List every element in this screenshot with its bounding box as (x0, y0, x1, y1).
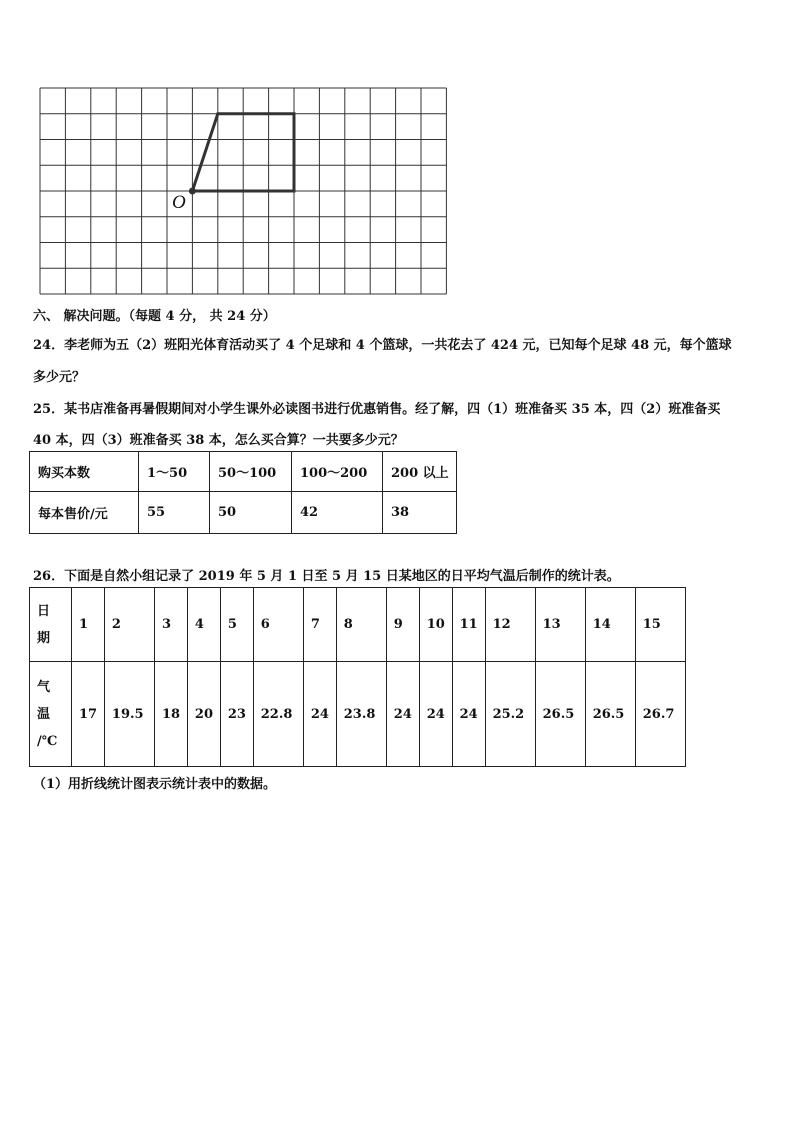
header-char: /℃ (37, 733, 58, 749)
table-cell (30, 588, 72, 662)
table-cell: 1～50 (139, 452, 210, 492)
day-cell: 7 (303, 588, 336, 662)
day-cell: 15 (635, 588, 685, 662)
day-cell: 10 (419, 588, 452, 662)
table-cell (30, 662, 72, 767)
temp-cell: 18 (154, 662, 187, 767)
section-title: 六、 解决问题。（每题 4 分， 共 24 分） (33, 309, 276, 324)
q25-line2: 40 本，四（3）班准备买 38 本，怎么买合算？一共要多少元？ (33, 433, 404, 448)
day-cell: 5 (220, 588, 253, 662)
table-cell: 50 (210, 492, 292, 534)
temp-cell: 26.7 (635, 662, 685, 767)
table-row (30, 492, 457, 534)
day-cell: 8 (336, 588, 386, 662)
price-table (29, 451, 457, 534)
temp-cell: 26.5 (585, 662, 635, 767)
table-cell: 每本售价/元 (30, 492, 139, 534)
table-cell: 50～100 (210, 452, 292, 492)
temp-cell: 19.5 (104, 662, 154, 767)
table-cell: 100～200 (292, 452, 383, 492)
day-cell: 9 (386, 588, 419, 662)
q24-line1: 24．李老师为五（2）班阳光体育活动买了 4 个足球和 4 个篮球，一共花去了 424 元，已知每个足球 48 元，每个篮球 (33, 338, 732, 353)
table-row (30, 662, 686, 767)
temp-cell: 20 (187, 662, 220, 767)
day-cell: 1 (72, 588, 105, 662)
point-o-label: O (172, 192, 186, 213)
temp-cell: 26.5 (535, 662, 585, 767)
header-char: 温 (37, 706, 51, 722)
day-cell: 6 (253, 588, 303, 662)
header-char: 气 (37, 679, 51, 695)
day-cell: 4 (187, 588, 220, 662)
temp-cell: 24 (419, 662, 452, 767)
temp-cell: 23 (220, 662, 253, 767)
table-cell: 购买本数 (30, 452, 139, 492)
temp-cell: 24 (303, 662, 336, 767)
point-o (189, 188, 196, 195)
header-char: 日 (37, 603, 51, 619)
q26-sub1: （1）用折线统计图表示统计表中的数据。 (33, 777, 277, 792)
q25-line1: 25．某书店准备再暑假期间对小学生课外必读图书进行优惠销售。经了解，四（1）班准备买 35 本，四（2）班准备买 (33, 402, 721, 417)
table-cell: 55 (139, 492, 210, 534)
table-row (30, 452, 457, 492)
temp-cell: 17 (72, 662, 105, 767)
q24-line2: 多少元？ (33, 370, 86, 385)
table-cell: 38 (383, 492, 457, 534)
table-row (30, 588, 686, 662)
table-cell: 200 以上 (383, 452, 457, 492)
temp-cell: 23.8 (336, 662, 386, 767)
temp-cell: 22.8 (253, 662, 303, 767)
day-cell: 14 (585, 588, 635, 662)
day-cell: 11 (452, 588, 485, 662)
day-cell: 2 (104, 588, 154, 662)
day-cell: 13 (535, 588, 585, 662)
header-char: 期 (37, 630, 51, 646)
day-cell: 3 (154, 588, 187, 662)
table-cell: 42 (292, 492, 383, 534)
temperature-table (29, 587, 686, 767)
grid-figure (0, 0, 794, 320)
day-cell: 12 (485, 588, 535, 662)
temp-cell: 24 (386, 662, 419, 767)
q26-line1: 26．下面是自然小组记录了 2019 年 5 月 1 日至 5 月 15 日某地区的日平均气温后制作的统计表。 (33, 569, 620, 584)
temp-cell: 24 (452, 662, 485, 767)
temp-cell: 25.2 (485, 662, 535, 767)
